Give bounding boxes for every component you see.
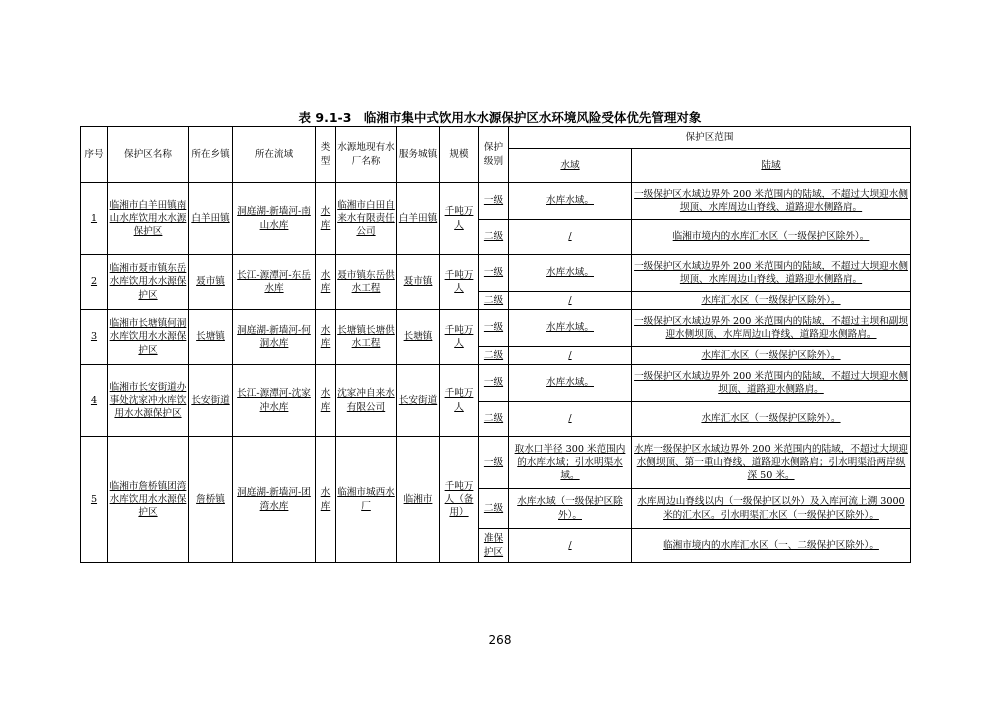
cell-level: 二级 [479, 347, 509, 365]
cell-water: 水库水域（一级保护区除外）。 [509, 489, 632, 529]
table-row [81, 183, 911, 220]
cell-name: 临湘市白羊田镇南山水库饮用水水源保护区 [108, 183, 189, 255]
cell-level: 二级 [479, 220, 509, 255]
cell-water: / [509, 402, 632, 437]
cell-type: 水库 [316, 255, 336, 310]
cell-basin: 洞庭湖-新墙河-团湾水库 [233, 437, 316, 563]
table-row [81, 437, 911, 489]
cell-water: / [509, 529, 632, 563]
cell-plant: 聂市镇东岳供水工程 [336, 255, 397, 310]
cell-level: 一级 [479, 365, 509, 402]
cell-water: / [509, 220, 632, 255]
header-water: 水域 [509, 149, 632, 183]
cell-seq: 4 [81, 365, 108, 437]
cell-town: 白羊田镇 [189, 183, 233, 255]
cell-service: 聂市镇 [397, 255, 440, 310]
cell-name: 临湘市詹桥镇团湾水库饮用水水源保护区 [108, 437, 189, 563]
cell-town: 长安街道 [189, 365, 233, 437]
cell-land: 一级保护区水域边界外 200 米范围内的陆域，不超过大坝迎水侧坝顶、水库周边山脊线、道路迎水侧路肩。 [632, 255, 911, 292]
header-land: 陆域 [632, 149, 911, 183]
cell-level: 一级 [479, 437, 509, 489]
table-caption: 表 9.1-3 临湘市集中式饮用水水源保护区水环境风险受体优先管理对象 [298, 110, 702, 125]
page-number: 268 [488, 633, 512, 647]
cell-type: 水库 [316, 437, 336, 563]
cell-seq: 2 [81, 255, 108, 310]
cell-type: 水库 [316, 365, 336, 437]
cell-water: 水库水域。 [509, 365, 632, 402]
table-row [81, 365, 911, 402]
cell-level: 一级 [479, 310, 509, 347]
cell-service: 临湘市 [397, 437, 440, 563]
cell-service: 白羊田镇 [397, 183, 440, 255]
cell-land: 水库一级保护区水域边界外 200 米范围内的陆域，不超过大坝迎水侧坝顶、第一重山脊线、道路迎水侧路肩；引水明渠沿两岸纵深 50 米。 [632, 437, 911, 489]
cell-plant: 沈家冲自来水有限公司 [336, 365, 397, 437]
cell-water: 水库水域。 [509, 310, 632, 347]
cell-town: 詹桥镇 [189, 437, 233, 563]
cell-water: 水库水域。 [509, 183, 632, 220]
header-scale: 规模 [440, 127, 479, 183]
header-basin: 所在流域 [233, 127, 316, 183]
header-scope: 保护区范围 [509, 127, 911, 149]
header-town: 所在乡镇 [189, 127, 233, 183]
cell-scale: 千吨万人（备用） [440, 437, 479, 563]
cell-scale: 千吨万人 [440, 310, 479, 365]
cell-water: 取水口半径 300 米范围内的水库水域；引水明渠水域。 [509, 437, 632, 489]
cell-basin: 长江-源潭河-东岳水库 [233, 255, 316, 310]
header-level: 保护级别 [479, 127, 509, 183]
cell-type: 水库 [316, 310, 336, 365]
header-type: 类型 [316, 127, 336, 183]
cell-service: 长塘镇 [397, 310, 440, 365]
header-seq: 序号 [81, 127, 108, 183]
cell-name: 临湘市长塘镇何洞水库饮用水水源保护区 [108, 310, 189, 365]
cell-basin: 洞庭湖-新墙河-何洞水库 [233, 310, 316, 365]
cell-seq: 1 [81, 183, 108, 255]
cell-level: 一级 [479, 255, 509, 292]
cell-level: 二级 [479, 292, 509, 310]
cell-scale: 千吨万人 [440, 255, 479, 310]
cell-scale: 千吨万人 [440, 183, 479, 255]
cell-water: 水库水域。 [509, 255, 632, 292]
cell-land: 水库周边山脊线以内（一级保护区以外）及入库河流上溯 3000 米的汇水区。引水明渠汇水区（一级保护区除外）。 [632, 489, 911, 529]
cell-level: 二级 [479, 402, 509, 437]
cell-name: 临湘市长安街道办事处沈家冲水库饮用水水源保护区 [108, 365, 189, 437]
cell-seq: 3 [81, 310, 108, 365]
cell-basin: 洞庭湖-新墙河-南山水库 [233, 183, 316, 255]
cell-land: 水库汇水区（一级保护区除外）。 [632, 402, 911, 437]
cell-water: / [509, 347, 632, 365]
cell-seq: 5 [81, 437, 108, 563]
header-plant: 水源地现有水厂名称 [336, 127, 397, 183]
cell-land: 临湘市境内的水库汇水区（一、二级保护区除外）。 [632, 529, 911, 563]
cell-land: 一级保护区水域边界外 200 米范围内的陆域，不超过大坝迎水侧坝顶、道路迎水侧路肩。 [632, 365, 911, 402]
header-name: 保护区名称 [108, 127, 189, 183]
header-service: 服务城镇 [397, 127, 440, 183]
cell-plant: 临湘市白田自来水有限责任公司 [336, 183, 397, 255]
cell-town: 聂市镇 [189, 255, 233, 310]
cell-land: 水库汇水区（一级保护区除外）。 [632, 292, 911, 310]
cell-level: 准保护区 [479, 529, 509, 563]
cell-name: 临湘市聂市镇东岳水库饮用水水源保护区 [108, 255, 189, 310]
cell-water: / [509, 292, 632, 310]
protection-zone-table [80, 126, 911, 563]
table-row [81, 310, 911, 347]
cell-land: 水库汇水区（一级保护区除外）。 [632, 347, 911, 365]
cell-land: 一级保护区水域边界外 200 米范围内的陆域，不超过主坝和副坝迎水侧坝顶、水库周边山脊线、道路迎水侧路肩。 [632, 310, 911, 347]
cell-town: 长塘镇 [189, 310, 233, 365]
cell-scale: 千吨万人 [440, 365, 479, 437]
cell-service: 长安街道 [397, 365, 440, 437]
cell-land: 一级保护区水域边界外 200 米范围内的陆域，不超过大坝迎水侧坝顶、水库周边山脊线、道路迎水侧路肩。 [632, 183, 911, 220]
cell-type: 水库 [316, 183, 336, 255]
cell-plant: 长塘镇长塘供水工程 [336, 310, 397, 365]
cell-basin: 长江-源潭河-沈家冲水库 [233, 365, 316, 437]
cell-level: 一级 [479, 183, 509, 220]
cell-level: 二级 [479, 489, 509, 529]
table-row [81, 255, 911, 292]
cell-land: 临湘市境内的水库汇水区（一级保护区除外）。 [632, 220, 911, 255]
cell-plant: 临湘市城西水厂 [336, 437, 397, 563]
